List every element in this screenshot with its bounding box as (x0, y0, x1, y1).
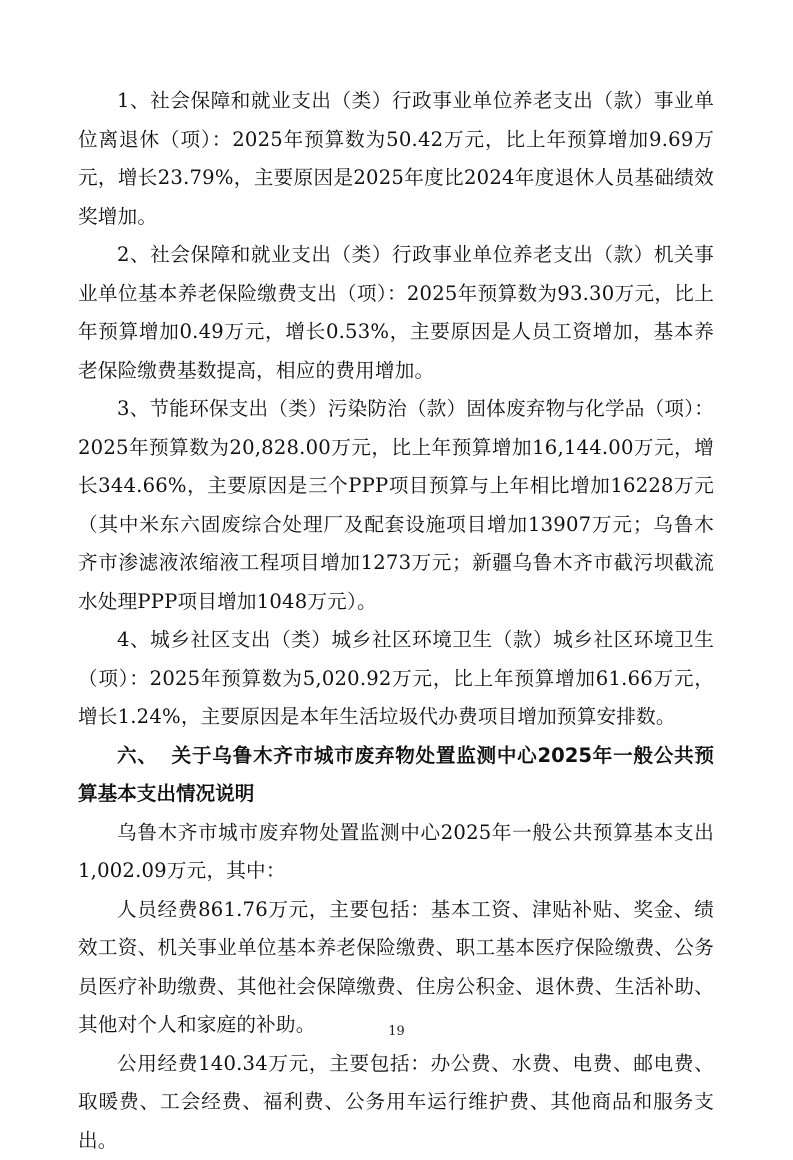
paragraph-public-expenses: 公用经费140.34万元，主要包括：办公费、水费、电费、邮电费、取暖费、工会经费、福利费、公务用车运行维护费、其他商品和服务支出。 (78, 1045, 714, 1160)
paragraph-item-2: 2、社会保障和就业支出（类）行政事业单位养老支出（款）机关事业单位基本养老保险缴费支出（项）：2025年预算数为93.30万元，比上年预算增加0.49万元，增长0.53%，主要原因是人员工资增加，基本养老保险缴费基数提高，相应的费用增加。 (78, 236, 714, 390)
section-title: 关于乌鲁木齐市城市废弃物处置监测中心2025年一般公共预算基本支出情况说明 (78, 744, 714, 806)
paragraph-summary: 乌鲁木齐市城市废弃物处置监测中心2025年一般公共预算基本支出1,002.09万元，其中： (78, 814, 714, 891)
document-body (78, 82, 714, 1160)
paragraph-item-3: 3、节能环保支出（类）污染防治（款）固体废弃物与化学品（项）：2025年预算数为20,828.00万元，比上年预算增加16,144.00万元，增长344.66%，主要原因是三个PPP项目预算与上年相比增加16228万元（其中米东六固废综合处理厂及配套设施项目增加13907万元；乌鲁木齐市渗滤液浓缩液工程项目增加1273万元；新疆乌鲁木齐市截污坝截流水处理PPP项目增加1048万元）。 (78, 390, 714, 621)
paragraph-item-1: 1、社会保障和就业支出（类）行政事业单位养老支出（款）事业单位离退休（项）：2025年预算数为50.42万元，比上年预算增加9.69万元，增长23.79%，主要原因是2025年度比2024年度退休人员基础绩效奖增加。 (78, 82, 714, 236)
section-number: 六、 (117, 744, 158, 767)
section-heading (78, 737, 714, 814)
page-number: 19 (0, 1024, 793, 1039)
paragraph-item-4: 4、城乡社区支出（类）城乡社区环境卫生（款）城乡社区环境卫生（项）：2025年预算数为5,020.92万元，比上年预算增加61.66万元，增长1.24%，主要原因是本年生活垃圾代办费项目增加预算安排数。 (78, 621, 714, 737)
paragraph-personnel-expenses: 人员经费861.76万元，主要包括：基本工资、津贴补贴、奖金、绩效工资、机关事业单位基本养老保险缴费、职工基本医疗保险缴费、公务员医疗补助缴费、其他社会保障缴费、住房公积金、退休费、生活补助、其他对个人和家庭的补助。 (78, 891, 714, 1045)
